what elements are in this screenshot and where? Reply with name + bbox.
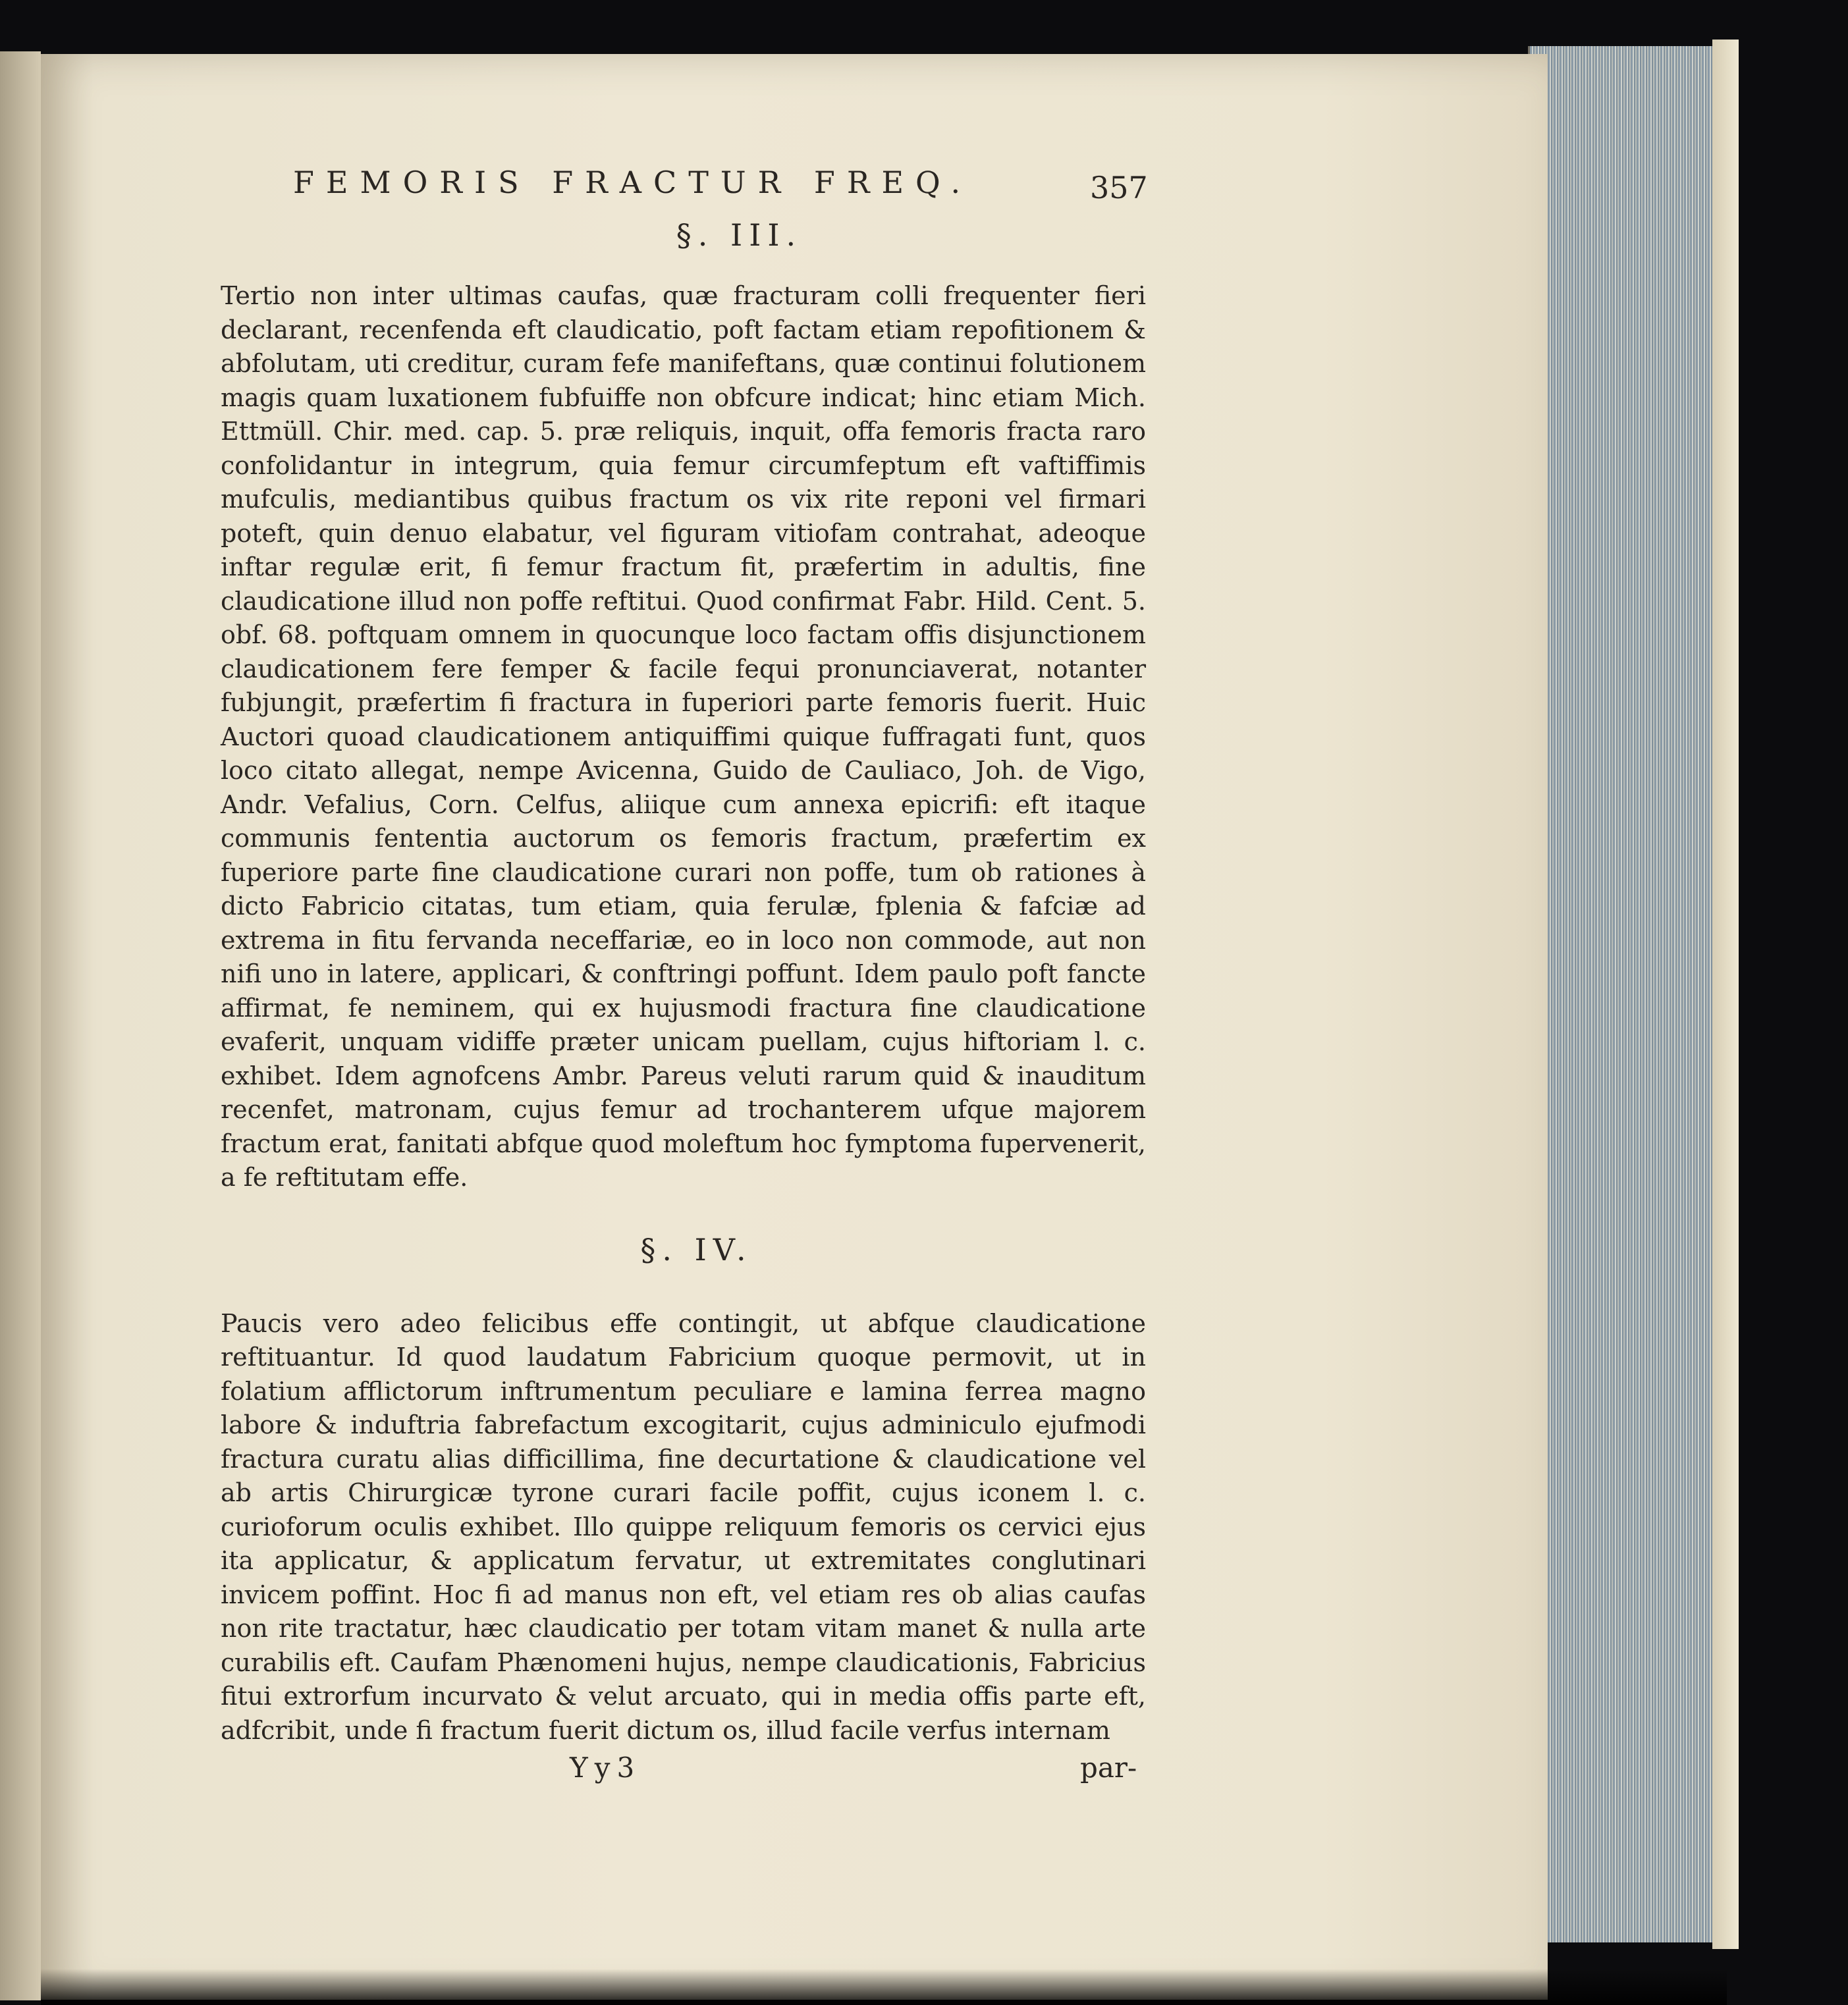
book-fore-edge	[1528, 46, 1727, 1942]
facing-page-edge	[0, 51, 41, 2000]
page-content	[221, 165, 1146, 1791]
section-3-paragraph: Tertio non inter ultimas caufas, quæ fracturam colli frequenter fieri declarant, recenfenda eft claudicatio, poft factam etiam repofitionem & abfolutam, uti creditur, curam fefe manifeftans, quæ continui folutionem magis quam luxationem fubfuiffe non obfcure indicat; hinc etiam Mich. Ettmüll. Chir. med. cap. 5. præ reliquis, inquit, offa femoris fracta raro confolidantur in integrum, quia femur circumfeptum eft vaftiffimis mufculis, mediantibus quibus fractum os vix rite reponi vel firmari poteft, quin denuo elabatur, vel figuram vitiofam contrahat, adeoque inftar regulæ erit, fi femur fractum fit, præfertim in adultis, fine claudicatione illud non poffe reftitui. Quod confirmat Fabr. Hild. Cent. 5. obf. 68. poftquam omnem in quocunque loco factam offis disjunctionem claudicationem fere femper & facile fequi pronunciaverat, notanter fubjungit, præfertim fi fractura in fuperiori parte femoris fuerit. Huic Auctori quoad claudicationem antiquiffimi quique fuffragati funt, quos loco citato allegat, nempe Avicenna, Guido de Cauliaco, Joh. de Vigo, Andr. Vefalius, Corn. Celfus, aliique cum annexa epicrifi: eft itaque communis fententia auctorum os femoris fractum, præfertim ex fuperiore parte fine claudicatione curari non poffe, tum ob rationes à dicto Fabricio citatas, tum etiam, quia ferulæ, fplenia & fafciæ ad extrema in fitu fervanda neceffariæ, eo in loco non commode, aut non nifi uno in latere, applicari, & conftringi poffunt. Idem paulo poft fancte affirmat, fe neminem, qui ex hujusmodi fractura fine claudicatione evaferit, unquam vidiffe præter unicam puellam, cujus hiftoriam l. c. exhibet. Idem agnofcens Ambr. Pareus veluti rarum quid & inauditum recenfet, matronam, cujus femur ad trochanterem ufque majorem fractum erat, fanitati abfque quod moleftum hoc fymptoma fupervenerit, a fe reftitutam effe.	[221, 281, 1146, 1192]
running-head	[221, 165, 1146, 217]
catchword: par-	[1080, 1751, 1137, 1784]
section-heading-4: §. IV.	[640, 1231, 753, 1268]
page-number: 357	[1090, 170, 1148, 205]
section-heading-3: §. III.	[676, 217, 803, 253]
section-4-paragraph: Paucis vero adeo felicibus effe contingit, ut abfque claudicatione reftituantur. Id quod laudatum Fabricium quoque permovit, ut in folatium afflictorum inftrumentum peculiare e lamina ferrea magno labore & induftria fabrefactum excogitarit, cujus adminiculo ejufmodi fractura curatu alias difficillima, fine decurtatione & claudicatione vel ab artis Chirurgicæ tyrone curari facile poffit, cujus iconem l. c. curioforum oculis exhibet. Illo quippe reliquum femoris os cervici ejus ita applicatur, & applicatum fervatur, ut extremitates conglutinari invicem poffint. Hoc fi ad manus non eft, vel etiam res ob alias caufas non rite tractatur, hæc claudicatio per totam vitam manet & nulla arte curabilis eft. Caufam Phænomeni hujus, nempe claudicationis, Fabricius fitui extrorfum incurvato & velut arcuato, qui in media offis parte eft, adfcribit, unde fi fractum fuerit dictum os, illud facile verfus internam	[221, 1308, 1146, 1745]
page-footer	[221, 1751, 1146, 1791]
book-cover-edge	[1712, 40, 1739, 1949]
bottom-shadow	[41, 1969, 1727, 2005]
running-title: FEMORIS FRACTUR FREQ.	[293, 165, 973, 200]
signature-mark: Yy3	[570, 1751, 641, 1784]
